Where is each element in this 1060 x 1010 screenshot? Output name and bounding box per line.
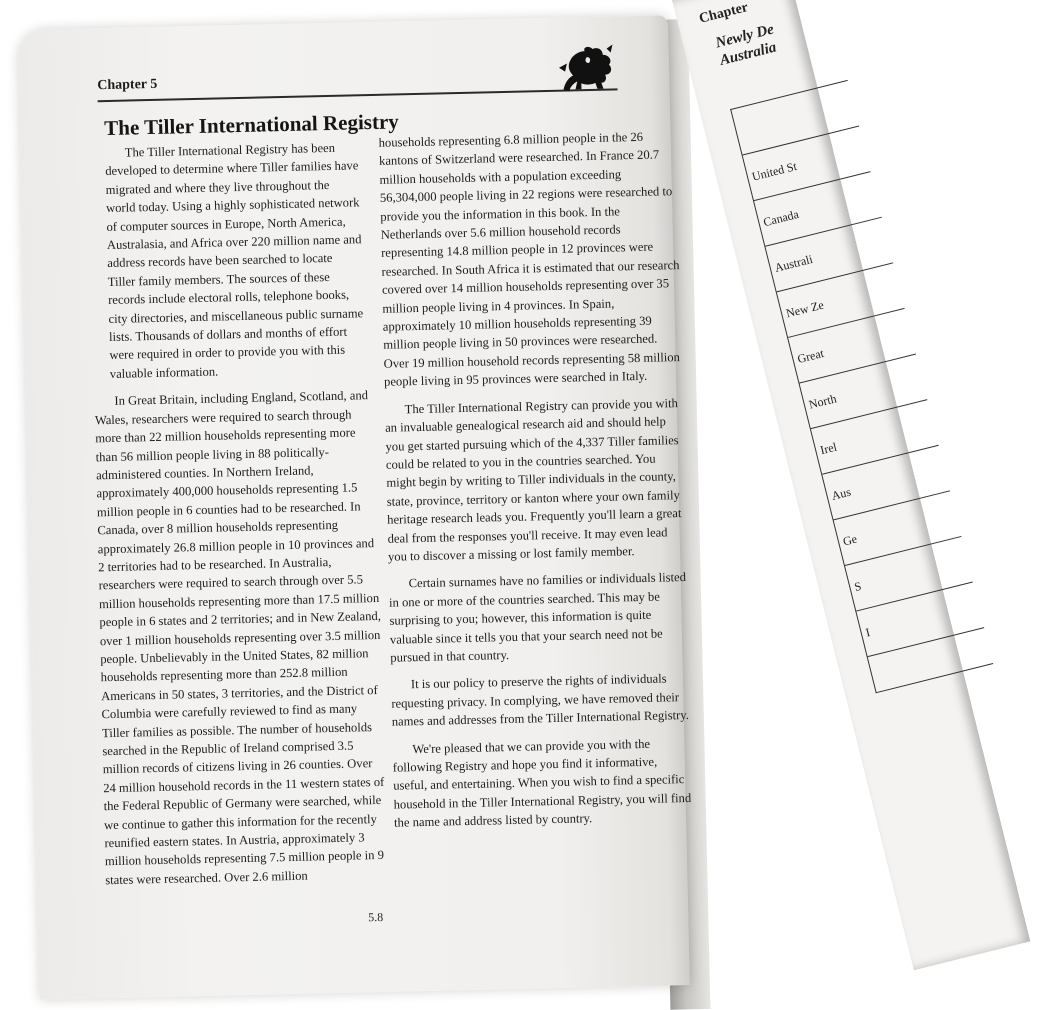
next-page-row: Australi bbox=[765, 218, 893, 293]
next-page-row: S bbox=[845, 537, 973, 612]
next-page-row: Irel bbox=[811, 400, 939, 475]
chapter-label: Chapter 5 bbox=[97, 76, 158, 94]
page-header bbox=[97, 58, 628, 106]
lion-rampant-icon bbox=[554, 44, 617, 95]
next-page-edge bbox=[672, 0, 1030, 970]
body-paragraph: In Great Britain, including England, Scotland, and Wales, researchers were required to search through more than 22 million households representing more than 56 million people living in 88 politically-administered counties. In Northern Ireland, approximately 400,000 households representing 1.5 million people in 6 counties had to be researched. In Canada, over 8 million households representing approximately 26.8 million people in 10 provinces and 2 territories had to be researched. In Australia, researchers were required to search through over 5.5 million households representing more than 17.5 million people in 6 states and 2 territories; and in New Zealand, over 1 million households representing over 3.5 million people. Unbelievably in the United States, 82 million households representing more than 252.8 million Americans in 50 states, 3 territories, and the District of Columbia were carefully reviewed to find as many Tiller families as possible. The number of households searched in the Republic of Ireland comprised 3.5 million records of citizens living in 26 counties. Over 24 million household records in the 11 western states of the Federal Republic of Germany were searched, while we continue to gather this information for the recently reunified eastern states. In Austria, approximately 3 million households representing 7.5 million people in 9 states were researched. Over 2.6 million bbox=[94, 388, 385, 888]
next-page-country-table bbox=[730, 80, 993, 693]
next-page-row: Aus bbox=[822, 446, 950, 521]
next-page-row: I bbox=[856, 583, 984, 658]
body-paragraph: We're pleased that we can provide you with the following Registry and hope you find it informative, useful, and entertaining. When you wish to find a specific household in the Tiller International Registry, you will find the name and address listed by country. bbox=[392, 736, 692, 830]
intro-paragraph: The Tiller International Registry has been developed to determine where Tiller families have migrated and where they live throughout the world today. Using a highly sophisticated network of computer sources in Europe, North America, Australasia, and Africa over 220 million name and address records have been searched to locate Tiller family members. The sources of these records include electoral rolls, telephone books, city directories, and miscellaneous public surname lists. Thousands of dollars and months of effort were required in order to provide you with this valuable information. bbox=[105, 140, 364, 381]
page-title: The Tiller International Registry bbox=[103, 109, 400, 141]
header-rule bbox=[98, 88, 618, 102]
page-number: 5.8 bbox=[368, 909, 384, 925]
next-page-row: New Ze bbox=[777, 263, 905, 338]
book-page bbox=[18, 15, 690, 999]
body-paragraph: The Tiller International Registry can provide you with an invaluable genealogical research aid and should help you get started pursuing which of the 4,337 Tiller families could be related to you in the countries searched. You might begin by writing to Tiller individuals in the county, state, province, territory or kanton where your own family heritage research leads you. Frequently you'll learn a great deal from the responses you'll receive. It may even lead you to discover a missing or lost family member. bbox=[384, 395, 682, 564]
next-page-row: Canada bbox=[754, 172, 882, 247]
left-text-column bbox=[89, 138, 388, 898]
next-page-chapter-label: Chapter bbox=[697, 0, 750, 27]
continued-paragraph: households representing 6.8 million people in the 26 kantons of Switzerland were researched. In France 20.7 million households with a population exceeding 56,304,000 people living in 22 regions were researched to provide you the information in this book. In the Netherlands over 5.6 million household records representing 14.8 million people in 12 provinces were researched. In South Africa it is estimated that our research covered over 14 million households representing over 35 million people living in 4 provinces. In Spain, approximately 10 million households representing 39 million people living in 50 provinces were researched. Over 19 million household records representing 58 million people living in 95 provinces were searched in Italy. bbox=[378, 129, 680, 390]
next-page-row: Great bbox=[788, 309, 916, 384]
next-page-row: Ge bbox=[834, 491, 962, 566]
next-page-title: Newly De Australia bbox=[713, 21, 778, 69]
next-page-row: North bbox=[800, 354, 928, 429]
body-paragraph: It is our policy to preserve the rights of individuals requesting privacy. In complying, we have removed their names and addresses from the Tiller International Registry. bbox=[391, 671, 690, 729]
body-paragraph: Certain surnames have no families or individuals listed in one or more of the countries searched. This may be surprising to you; however, this information is quite valuable since it tells you that your search need not be pursued in that country. bbox=[388, 570, 687, 665]
right-text-column bbox=[378, 127, 694, 841]
next-page-row: United St bbox=[743, 126, 871, 201]
